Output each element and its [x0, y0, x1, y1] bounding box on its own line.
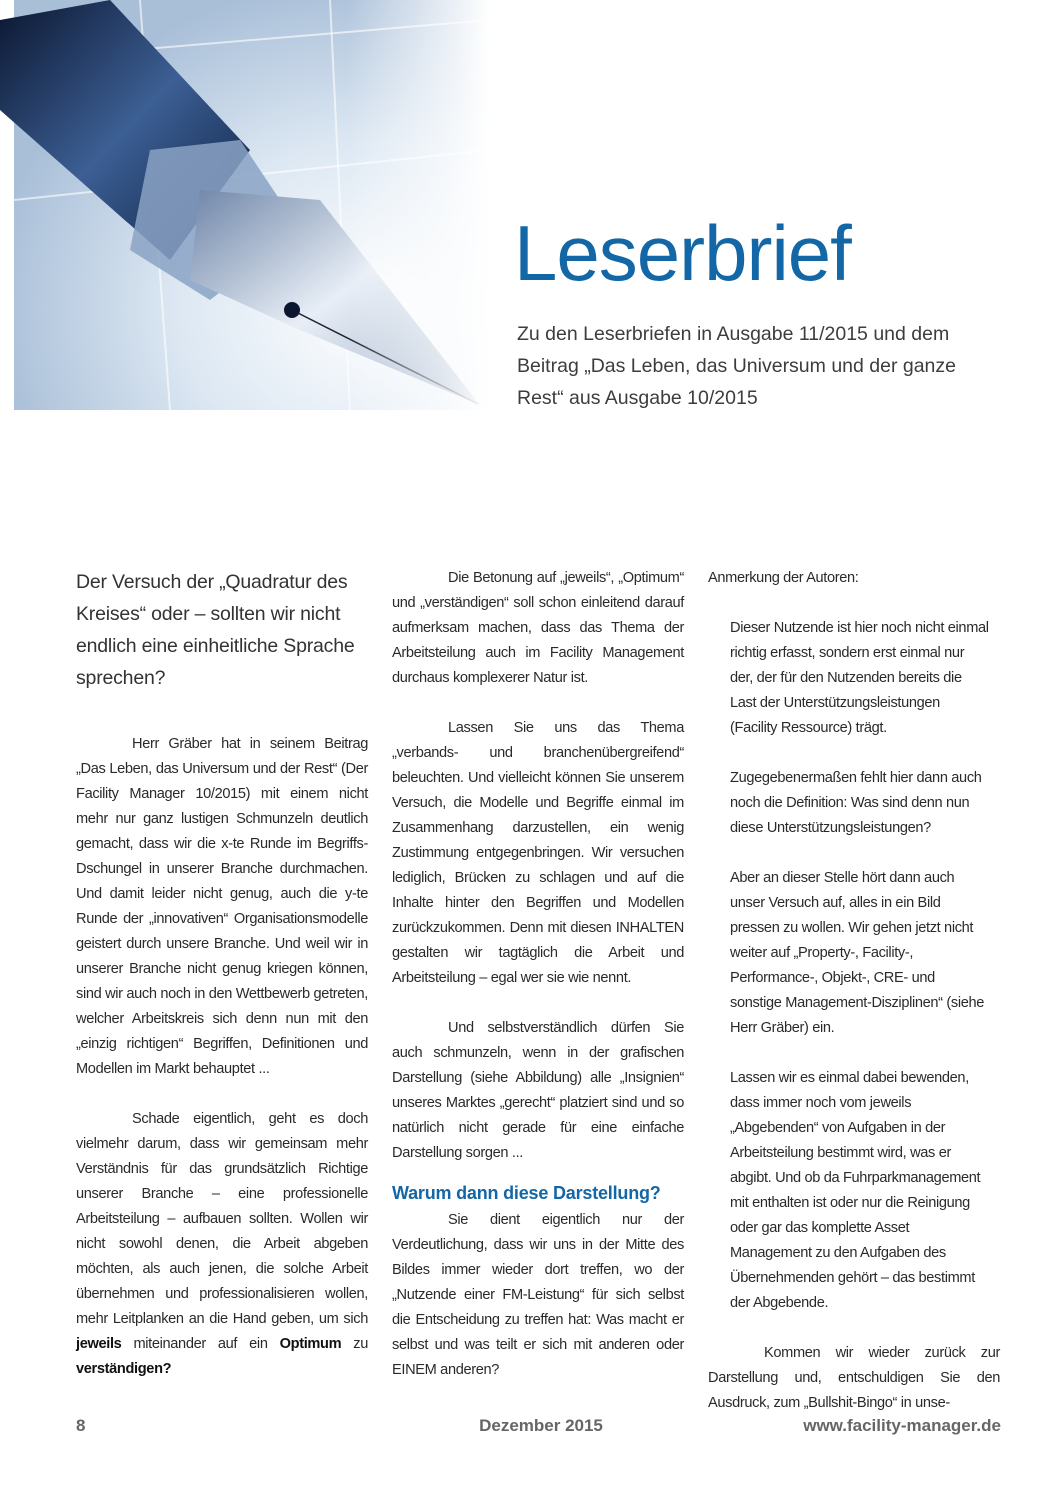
- column-3: [708, 566, 1000, 1416]
- page-subtitle: Zu den Leserbriefen in Ausgabe 11/2015 und dem Beitrag „Das Leben, das Universum und der ganze Rest“ aus Ausgabe 10/2015: [517, 323, 956, 409]
- issue-date: Dezember 2015: [479, 1416, 603, 1435]
- author-note: Aber an dieser Stelle hört dann auch unser Versuch auf, alles in ein Bild pressen zu wollen. Wir gehen jetzt nicht weiter auf „Property-, Facility-, Performance-, Objekt-, CRE- und sonstige Management-Disziplinen“ (siehe Herr Gräber) ein.: [730, 870, 985, 1036]
- page-footer: [76, 1416, 1001, 1440]
- bold-text: verständigen?: [76, 1361, 172, 1377]
- paragraph: Die Betonung auf „jeweils“, „Optimum“ und „verständigen“ soll schon einleitend darauf aufmerksam machen, dass das Thema der Arbeitsteilung auch im Facility Management durchaus komplexerer Natur ist.: [392, 570, 684, 686]
- text: Schade eigentlich, geht es doch vielmehr darum, dass wir gemeinsam mehr Verständnis für das grundsätzlich Richtige unserer Branche – eine professionelle Arbeitsteilung – aufbauen sollten. Wollen wir nicht sowohl denen, die Arbeit abgeben möchten, als auch jenen, die solche Arbeit übernehmen und professionalisieren wollen, mehr Leitplanken an die Hand geben, um sich: [76, 1111, 368, 1327]
- page-number: 8: [76, 1416, 86, 1435]
- bold-text: Optimum: [279, 1336, 342, 1352]
- paragraph: Lassen Sie uns das Thema „verbands- und branchenübergreifend“ beleuchten. Und vielleicht können Sie unserem Versuch, die Modelle und Begriffe einmal im Zusammenhang darzustellen, ein wenig Zustimmung entgegenbringen. Wir versuchen lediglich, Brücken zu schlagen und auf die Inhalte hinter den Begriffen und Modellen zurückzukommen. Denn mit diesen INHALTEN gestalten wir tagtäglich die Arbeit und Arbeitsteilung – egal wer sie wie nennt.: [392, 720, 684, 986]
- column-2: [392, 566, 684, 1383]
- author-note: Zugegebenermaßen fehlt hier dann auch noch die Definition: Was sind denn nun diese Unterstützungsleistungen?: [730, 770, 982, 836]
- fountain-pen-image: [0, 0, 490, 415]
- paragraph: Herr Gräber hat in seinem Beitrag „Das Leben, das Universum und der Rest“ (Der Facility Manager 10/2015) mit einem nicht mehr nur ganz lustigen Schmunzeln deutlich gemacht, dass wir die x-te Runde im Begriffs-Dschungel in unserer Branche durchmachen. Und damit leider nicht genug, auch die y-te Runde der „innovativen“ Organisationsmodelle geistert durch unsere Branche. Und weil wir in unserer Branche nicht genug kriegen können, sind wir auch noch in den Wettbewerb getreten, welcher Arbeitskreis sich denn nun mit den „einzig richtigen“ Begriffen, Definitionen und Modellen im Markt behauptet ...: [76, 736, 368, 1077]
- article-heading: Der Versuch der „Quadratur des Kreises“ oder – sollten wir nicht endlich eine einheitliche Sprache sprechen?: [76, 571, 355, 689]
- paragraph: [76, 1107, 368, 1382]
- paragraph: Sie dient eigentlich nur der Verdeutlichung, dass wir uns in der Mitte des Bildes immer wieder dort treffen, wo der „Nutzende einer FM-Leistung“ für sich selbst die Entscheidung zu treffen hat: Was macht er selbst und was teilt er sich mit anderen oder EINEM anderen?: [392, 1212, 684, 1378]
- page-title: Leserbrief: [514, 209, 851, 297]
- text: zu: [341, 1336, 368, 1352]
- website-link[interactable]: www.facility-manager.de: [803, 1416, 1001, 1435]
- author-note: Dieser Nutzende ist hier noch nicht einmal richtig erfasst, sondern erst einmal nur der, der für den Nutzenden bereits die Last der Unterstützungsleistungen (Facility Ressource) trägt.: [730, 620, 989, 736]
- section-heading: Warum dann diese Darstellung?: [392, 1183, 661, 1203]
- bold-text: jeweils: [76, 1336, 122, 1352]
- column-1: [76, 566, 368, 1382]
- paragraph: Kommen wir wieder zurück zur Darstellung und, entschuldigen Sie den Ausdruck, zum „Bullshit-Bingo“ in unse-: [708, 1345, 1000, 1411]
- author-note: Lassen wir es einmal dabei bewenden, dass immer noch vom jeweils „Abgebenden“ von Aufgaben in der Arbeitsteilung bestimmt wird, was er abgibt. Und ob da Fuhrparkmanagement mit enthalten ist oder nur die Reinigung oder gar das komplette Asset Management zu den Aufgaben des Übernehmenden gehört – das bestimmt der Abgebende.: [730, 1070, 981, 1311]
- paragraph: Und selbstverständlich dürfen Sie auch schmunzeln, wenn in der grafischen Darstellung (siehe Abbildung) alle „Insignien“ unseres Marktes „gerecht“ platziert sind und so natürlich nicht gerade für eine einfache Darstellung sorgen ...: [392, 1020, 684, 1161]
- note-label: Anmerkung der Autoren:: [708, 570, 859, 586]
- text: miteinander auf ein: [121, 1336, 280, 1352]
